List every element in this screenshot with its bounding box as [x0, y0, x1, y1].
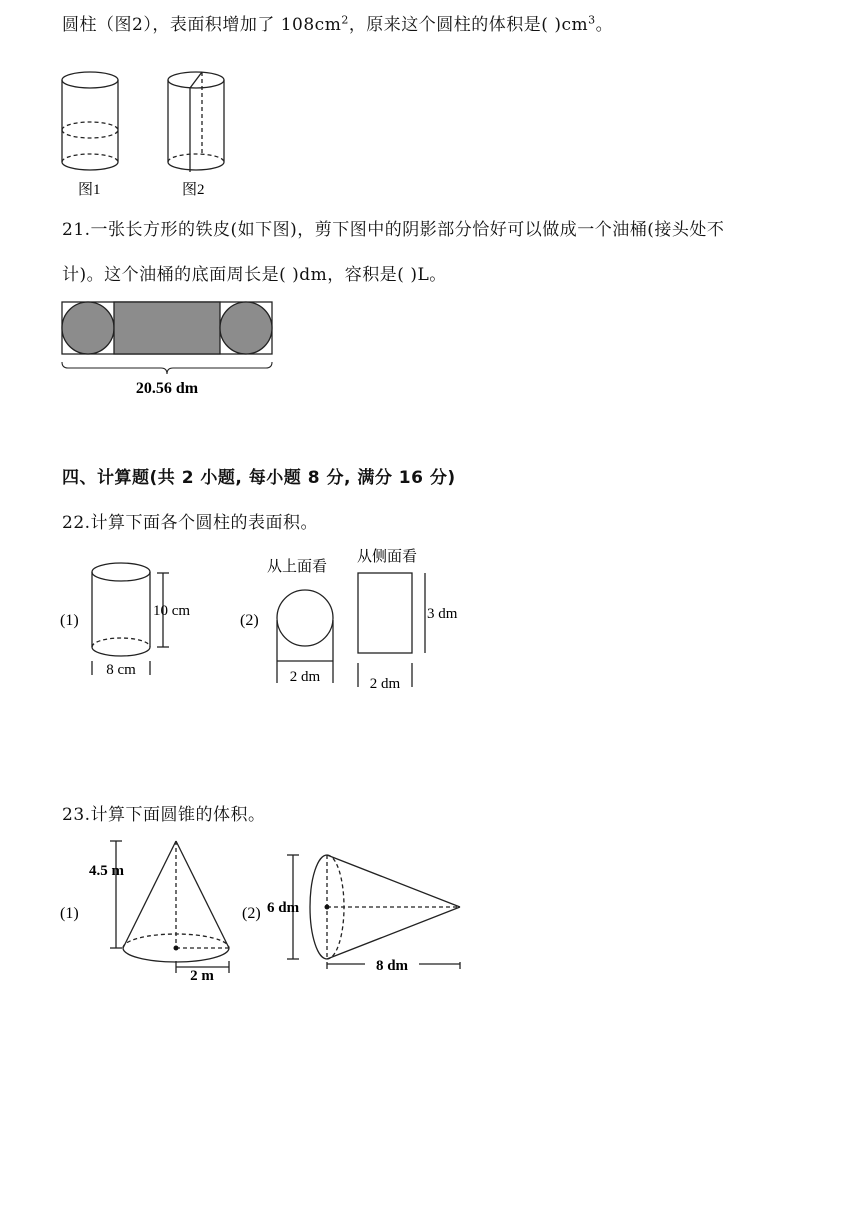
- q22-text: 22.计算下面各个圆柱的表面积。: [62, 513, 319, 533]
- q20-prefix: 圆柱（图2），表面积增加了 108cm: [62, 15, 342, 35]
- section4-title: 四、计算题(共 2 小题, 每小题 8 分, 满分 16 分): [62, 468, 456, 488]
- q22-part2-label: (2): [240, 612, 259, 629]
- q23-cone2-diameter: 6 dm: [267, 900, 300, 916]
- sheet-right-circle: [220, 302, 272, 354]
- q23-figures: [55, 835, 475, 985]
- q21-line2: 计)。这个油桶的底面周长是( )dm，容积是( )L。: [62, 265, 447, 285]
- sheet-length-label: 20.56 dm: [135, 380, 199, 397]
- q22-side-view-height: 3 dm: [427, 606, 458, 622]
- q22-top-view-diameter: 2 dm: [289, 669, 321, 685]
- q23-cone2-length: 8 dm: [375, 958, 409, 974]
- q22-figures: [55, 545, 475, 695]
- q20-cylinder-figures: [50, 62, 250, 202]
- q22-cylinder-height: 10 cm: [153, 603, 191, 619]
- q20-superscript-2: 2: [341, 13, 349, 27]
- q23-cone2-center-dot: [325, 905, 330, 910]
- q23-cone1: [110, 841, 229, 973]
- q22-side-view-label: 从侧面看: [357, 549, 418, 565]
- q23-part2-label: (2): [242, 905, 261, 922]
- q22-side-view-width: 2 dm: [369, 676, 401, 692]
- q20-text: [62, 10, 613, 35]
- q22-part1-label: (1): [60, 612, 79, 629]
- q22-cylinder: [92, 563, 169, 675]
- q20-suffix: 。: [595, 15, 614, 35]
- q20-superscript-3: 3: [588, 13, 596, 27]
- sheet-left-circle: [62, 302, 114, 354]
- q23-cone1-center-dot: [174, 946, 179, 951]
- q23-text: 23.计算下面圆锥的体积。: [62, 805, 266, 825]
- length-brace: [62, 362, 272, 374]
- figure2-cylinder: [168, 72, 224, 172]
- sheet-middle-rect: [114, 302, 220, 354]
- q23-cone2: [287, 855, 460, 969]
- q23-cone1-radius: 2 m: [190, 968, 214, 984]
- q23-cone1-height: 4.5 m: [89, 863, 124, 879]
- q22-cylinder-width: 8 cm: [106, 662, 136, 678]
- q22-top-view-label: 从上面看: [267, 559, 328, 575]
- figure1-label: 图1: [78, 182, 101, 198]
- figure2-label: 图2: [182, 182, 205, 198]
- figure1-cylinder: [62, 72, 118, 170]
- q21-line1: 21.一张长方形的铁皮(如下图)，剪下图中的阴影部分恰好可以做成一个油桶(接头处不: [62, 220, 725, 240]
- q21-sheet-figure: [55, 298, 285, 398]
- q20-middle: ，原来这个圆柱的体积是( )cm: [348, 15, 589, 35]
- q23-part1-label: (1): [60, 905, 79, 922]
